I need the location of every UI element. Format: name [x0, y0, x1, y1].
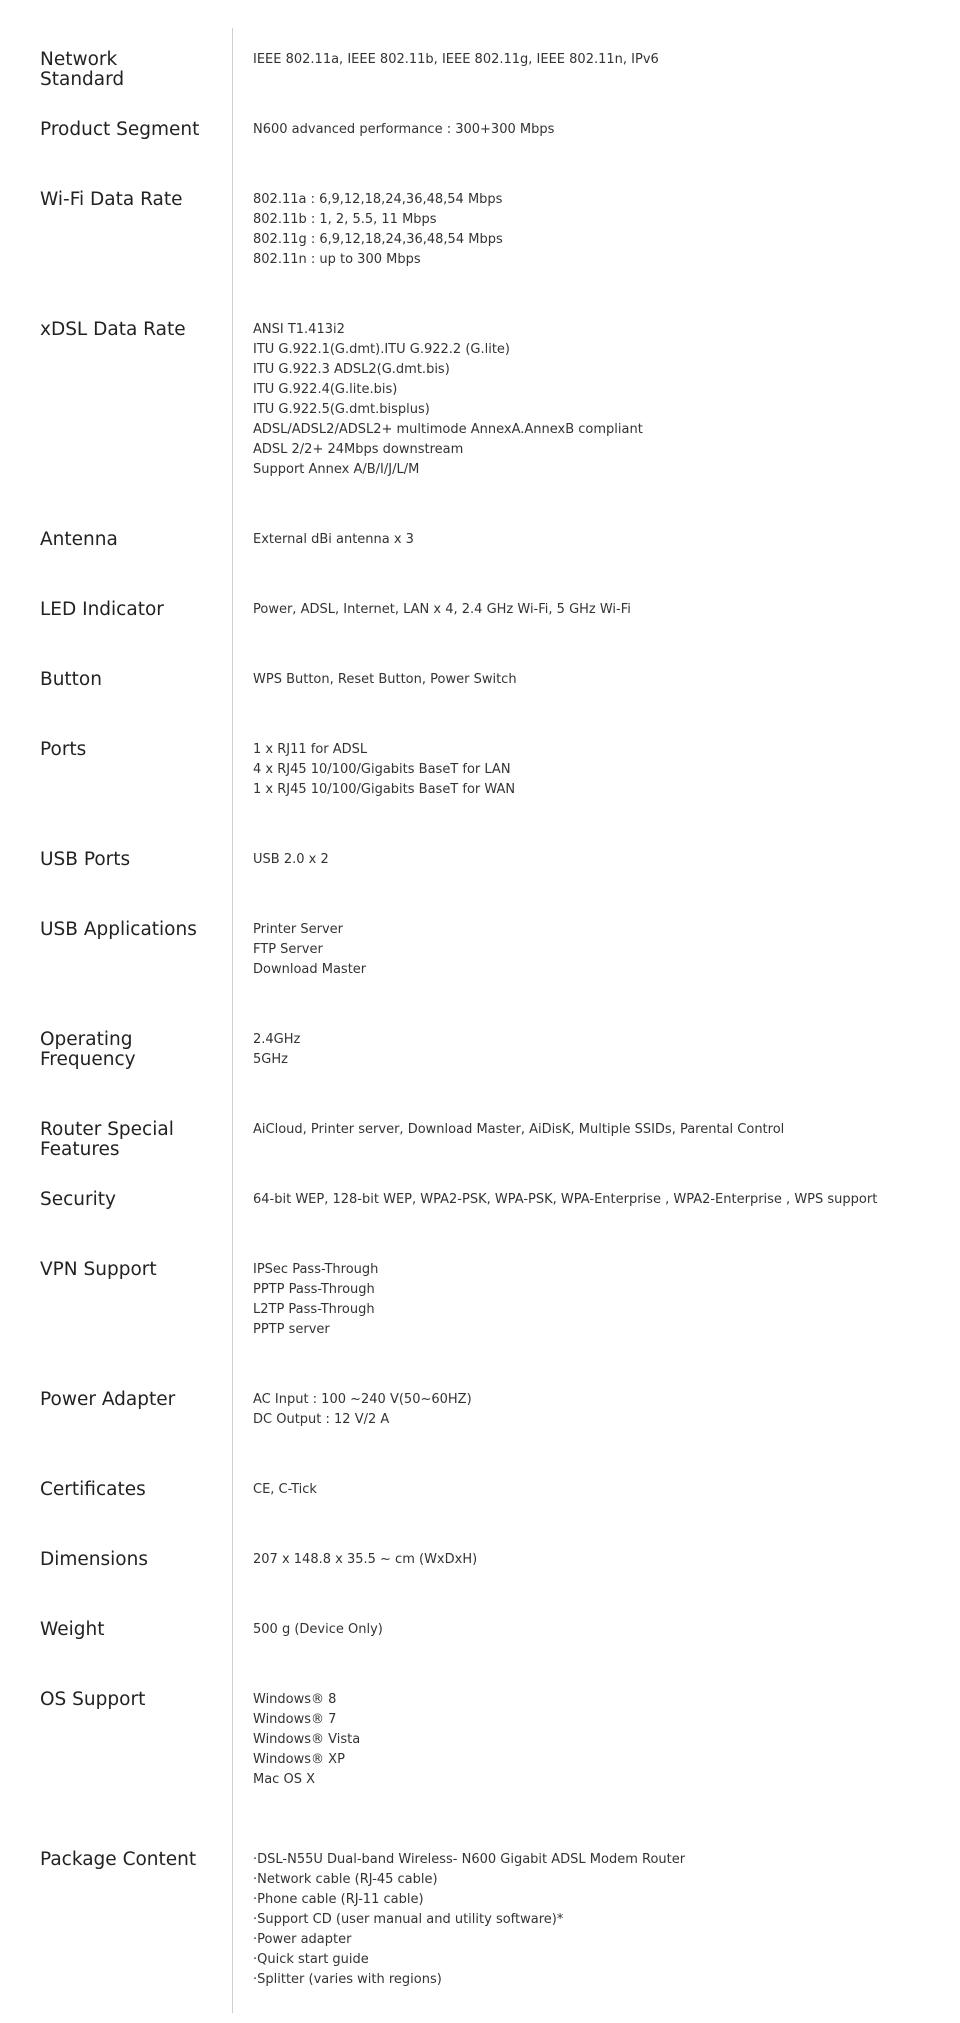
spec-value-line: Windows® XP [253, 1752, 345, 1767]
spec-value-line: External dBi antenna x 3 [253, 532, 414, 547]
spec-value-line: ·Phone cable (RJ-11 cable) [253, 1892, 424, 1907]
spec-value [253, 740, 953, 800]
spec-value [253, 530, 953, 550]
spec-value-line: ·Power adapter [253, 1932, 352, 1947]
spec-value-line: WPS Button, Reset Button, Power Switch [253, 672, 517, 687]
spec-value [253, 1260, 953, 1340]
spec-label: Button [40, 669, 102, 690]
spec-value-line: FTP Server [253, 942, 323, 957]
spec-value [253, 1850, 953, 1990]
spec-value [253, 1550, 953, 1570]
spec-value [253, 600, 953, 620]
spec-value-line: ·Splitter (varies with regions) [253, 1972, 442, 1987]
spec-label: Operating Frequency [40, 1029, 136, 1070]
spec-value-line: CE, C-Tick [253, 1482, 317, 1497]
spec-value [253, 1690, 953, 1790]
spec-value-line: 802.11b : 1, 2, 5.5, 11 Mbps [253, 212, 437, 227]
spec-value-line: IPSec Pass-Through [253, 1262, 379, 1277]
spec-value-line: ADSL 2/2+ 24Mbps downstream [253, 442, 464, 457]
spec-value-line: N600 advanced performance : 300+300 Mbps [253, 122, 555, 137]
spec-value-line: 207 x 148.8 x 35.5 ~ cm (WxDxH) [253, 1552, 478, 1567]
spec-value-line: Download Master [253, 962, 367, 977]
spec-value-line: Windows® 8 [253, 1692, 337, 1707]
spec-value-line: Printer Server [253, 922, 344, 937]
spec-value-line: ITU G.922.4(G.lite.bis) [253, 382, 398, 397]
spec-value [253, 1620, 953, 1640]
spec-value-line: ·DSL-N55U Dual-band Wireless- N600 Gigabit ADSL Modem Router [253, 1852, 686, 1867]
spec-value [253, 190, 953, 270]
spec-value [253, 120, 953, 140]
spec-value [253, 850, 953, 870]
spec-value [253, 1030, 953, 1070]
spec-value-line: 500 g (Device Only) [253, 1622, 383, 1637]
spec-value-line: AiCloud, Printer server, Download Master, AiDisK, Multiple SSIDs, Parental Control [253, 1122, 785, 1137]
spec-value-line: ·Support CD (user manual and utility software)* [253, 1912, 564, 1927]
spec-label: Antenna [40, 529, 118, 550]
spec-label: Network Standard [40, 49, 125, 90]
spec-value [253, 920, 953, 980]
spec-value-line: Windows® Vista [253, 1732, 361, 1747]
spec-label: Certificates [40, 1479, 146, 1500]
spec-label: LED Indicator [40, 599, 164, 620]
spec-label: USB Ports [40, 849, 131, 870]
spec-value-line: ·Quick start guide [253, 1952, 369, 1967]
spec-value-line: Power, ADSL, Internet, LAN x 4, 2.4 GHz Wi-Fi, 5 GHz Wi-Fi [253, 602, 631, 617]
spec-value-line: ·Network cable (RJ-45 cable) [253, 1872, 438, 1887]
spec-label: Product Segment [40, 119, 200, 140]
spec-label: xDSL Data Rate [40, 319, 186, 340]
spec-label: VPN Support [40, 1259, 157, 1280]
spec-value-line: Support Annex A/B/I/J/L/M [253, 462, 420, 477]
spec-label: USB Applications [40, 919, 197, 940]
spec-value-line: ADSL/ADSL2/ADSL2+ multimode AnnexA.AnnexB compliant [253, 422, 643, 437]
spec-value-line: PPTP Pass-Through [253, 1282, 375, 1297]
spec-value-line: ITU G.922.5(G.dmt.bisplus) [253, 402, 430, 417]
spec-value [253, 1390, 953, 1430]
spec-value [253, 320, 953, 480]
spec-value [253, 50, 953, 70]
spec-value [253, 670, 953, 690]
spec-value-line: USB 2.0 x 2 [253, 852, 329, 867]
spec-value-line: 64-bit WEP, 128-bit WEP, WPA2-PSK, WPA-PSK, WPA-Enterprise , WPA2-Enterprise , WPS support [253, 1192, 878, 1207]
spec-label: Router Special Features [40, 1119, 174, 1160]
spec-label: Power Adapter [40, 1389, 176, 1410]
spec-value-line: ANSI T1.413i2 [253, 322, 345, 337]
spec-label: Weight [40, 1619, 105, 1640]
spec-value-line: 1 x RJ11 for ADSL [253, 742, 368, 757]
spec-value-line: 1 x RJ45 10/100/Gigabits BaseT for WAN [253, 782, 516, 797]
spec-label: Dimensions [40, 1549, 148, 1570]
spec-value-line: Windows® 7 [253, 1712, 337, 1727]
spec-value-line: 802.11g : 6,9,12,18,24,36,48,54 Mbps [253, 232, 503, 247]
spec-value-line: L2TP Pass-Through [253, 1302, 375, 1317]
spec-label: OS Support [40, 1689, 146, 1710]
spec-value-line: 5GHz [253, 1052, 288, 1067]
spec-value [253, 1120, 953, 1140]
spec-label: Security [40, 1189, 116, 1210]
spec-value [253, 1190, 953, 1210]
spec-value-line: IEEE 802.11a, IEEE 802.11b, IEEE 802.11g, IEEE 802.11n, IPv6 [253, 52, 659, 67]
spec-value-line: ITU G.922.3 ADSL2(G.dmt.bis) [253, 362, 450, 377]
spec-label: Wi-Fi Data Rate [40, 189, 183, 210]
spec-value-line: ITU G.922.1(G.dmt).ITU G.922.2 (G.lite) [253, 342, 510, 357]
spec-value-line: PPTP server [253, 1322, 330, 1337]
spec-value-line: AC Input : 100 ~240 V(50~60HZ) [253, 1392, 472, 1407]
spec-value-line: DC Output : 12 V/2 A [253, 1412, 390, 1427]
spec-value [253, 1480, 953, 1500]
column-divider [232, 28, 233, 2013]
spec-value-line: 802.11a : 6,9,12,18,24,36,48,54 Mbps [253, 192, 503, 207]
spec-value-line: 2.4GHz [253, 1032, 301, 1047]
spec-label: Package Content [40, 1849, 197, 1870]
spec-value-line: 802.11n : up to 300 Mbps [253, 252, 421, 267]
spec-value-line: Mac OS X [253, 1772, 315, 1787]
spec-value-line: 4 x RJ45 10/100/Gigabits BaseT for LAN [253, 762, 511, 777]
spec-label: Ports [40, 739, 87, 760]
